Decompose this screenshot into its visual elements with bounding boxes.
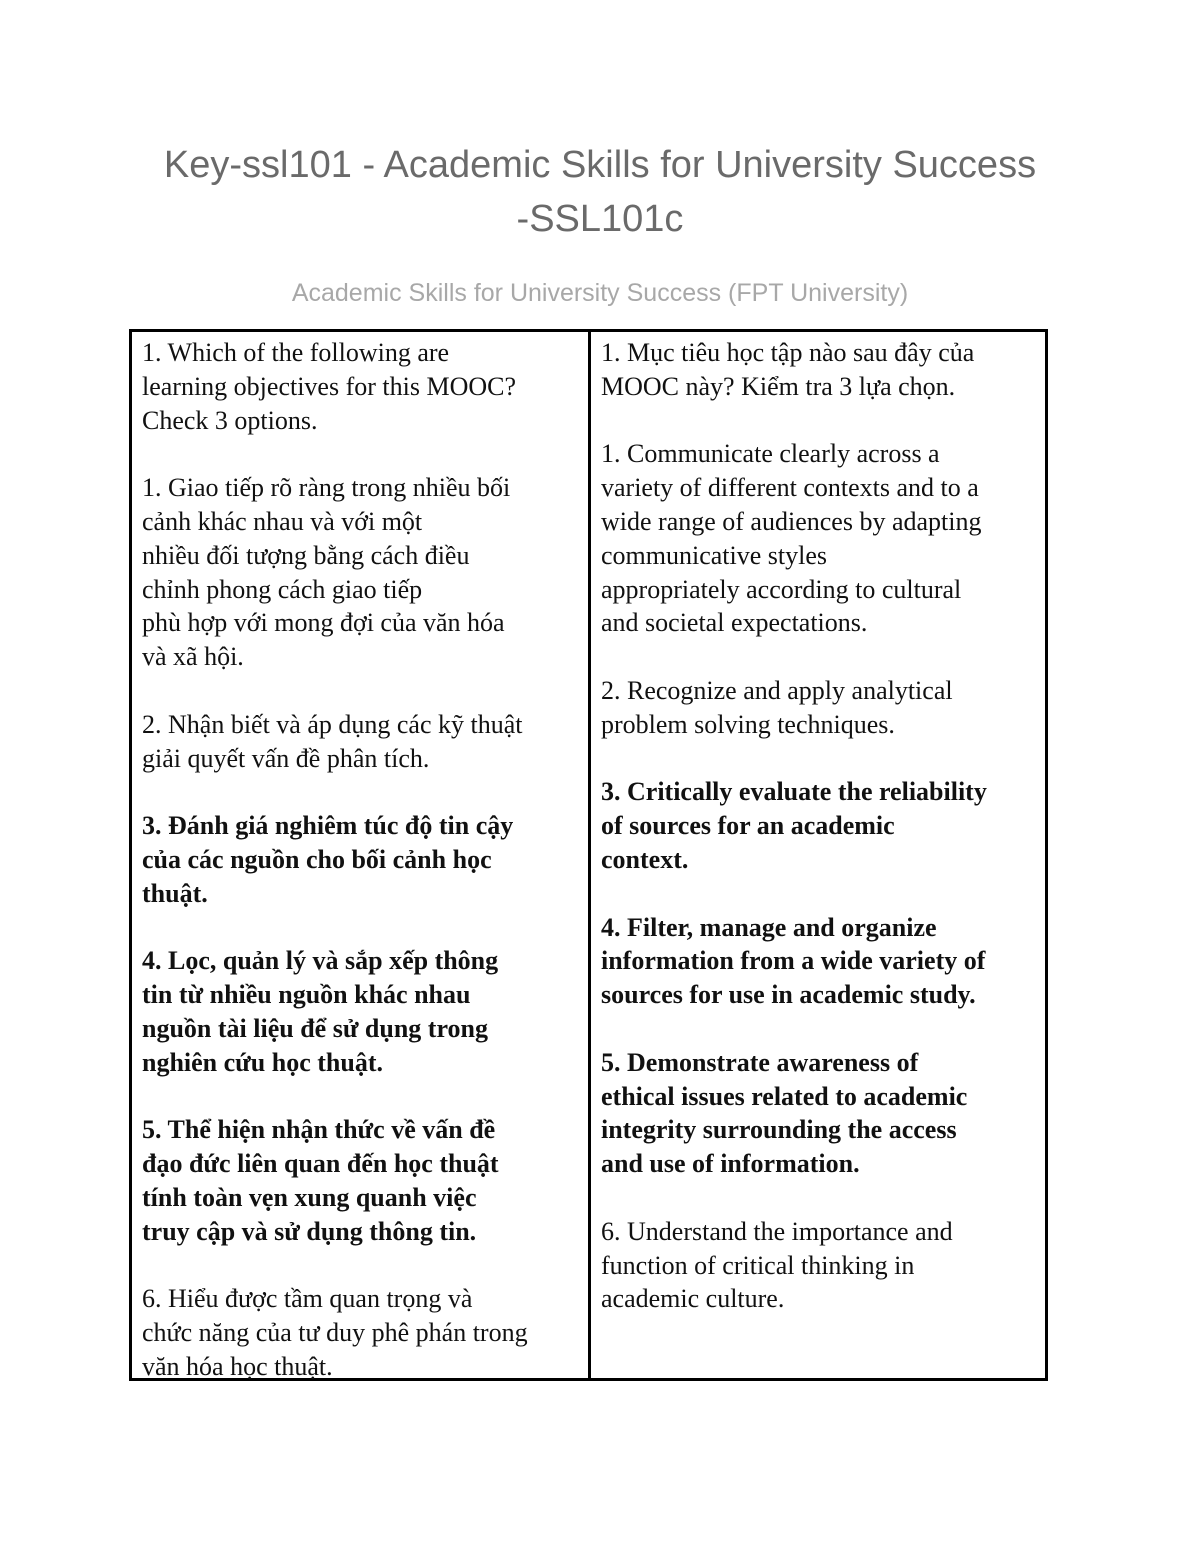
objective-4-vi: 4. Lọc, quản lý và sắp xếp thông tin từ nhiều nguồn khác nhau nguồn tài liệu để sử dụng trong nghiên cứu học thuật. bbox=[142, 946, 499, 1077]
objective-2-en: 2. Recognize and apply analytical problem solving techniques. bbox=[601, 675, 953, 739]
question-paragraph-en: 1. Mục tiêu học tập nào sau đây của MOOC này? Kiểm tra 3 lựa chọn. bbox=[601, 338, 975, 401]
objective-2-vi: 2. Nhận biết và áp dụng các kỹ thuật giải quyết vấn đề phân tích. bbox=[142, 709, 523, 773]
objective-1-vi: 1. Giao tiếp rõ ràng trong nhiều bối cảnh khác nhau và với một nhiều đối tượng bằng cách điều chỉnh phong cách giao tiếp phù hợp với mong đợi của văn hóa và xã hội. bbox=[142, 473, 511, 672]
objectives-table bbox=[129, 329, 1048, 1381]
english-column bbox=[591, 332, 1045, 1378]
objective-3-vi: 3. Đánh giá nghiêm túc độ tin cậy của các nguồn cho bối cảnh học thuật. bbox=[142, 811, 514, 908]
objective-4-en: 4. Filter, manage and organize information from a wide variety of sources for use in academic study. bbox=[601, 912, 986, 1010]
page-title: Key-ssl101 - Academic Skills for University Success -SSL101c bbox=[163, 144, 1037, 240]
objective-5-vi: 5. Thể hiện nhận thức về vấn đề đạo đức liên quan đến học thuật tính toàn vẹn xung quanh việc truy cập và sử dụng thông tin. bbox=[142, 1115, 499, 1246]
objective-6-en: 6. Understand the importance and function of critical thinking in academic culture. bbox=[601, 1216, 953, 1314]
objective-1-en: 1. Communicate clearly across a variety of different contexts and to a wide range of audiences by adapting communicative styles appropriately according to cultural and societal expectations. bbox=[601, 439, 982, 638]
page-subtitle: Academic Skills for University Success (FPT University) bbox=[291, 279, 909, 307]
objective-5-en: 5. Demonstrate awareness of ethical issues related to academic integrity surrounding the access and use of information. bbox=[601, 1047, 968, 1179]
objective-3-en: 3. Critically evaluate the reliability of sources for an academic context. bbox=[601, 777, 987, 874]
vietnamese-column bbox=[132, 332, 591, 1381]
objective-6-vi: 6. Hiểu được tầm quan trọng và chức năng của tư duy phê phán trong văn hóa học thuật. bbox=[142, 1284, 528, 1381]
question-paragraph-vi: 1. Which of the following are learning objectives for this MOOC? Check 3 options. bbox=[142, 338, 517, 435]
